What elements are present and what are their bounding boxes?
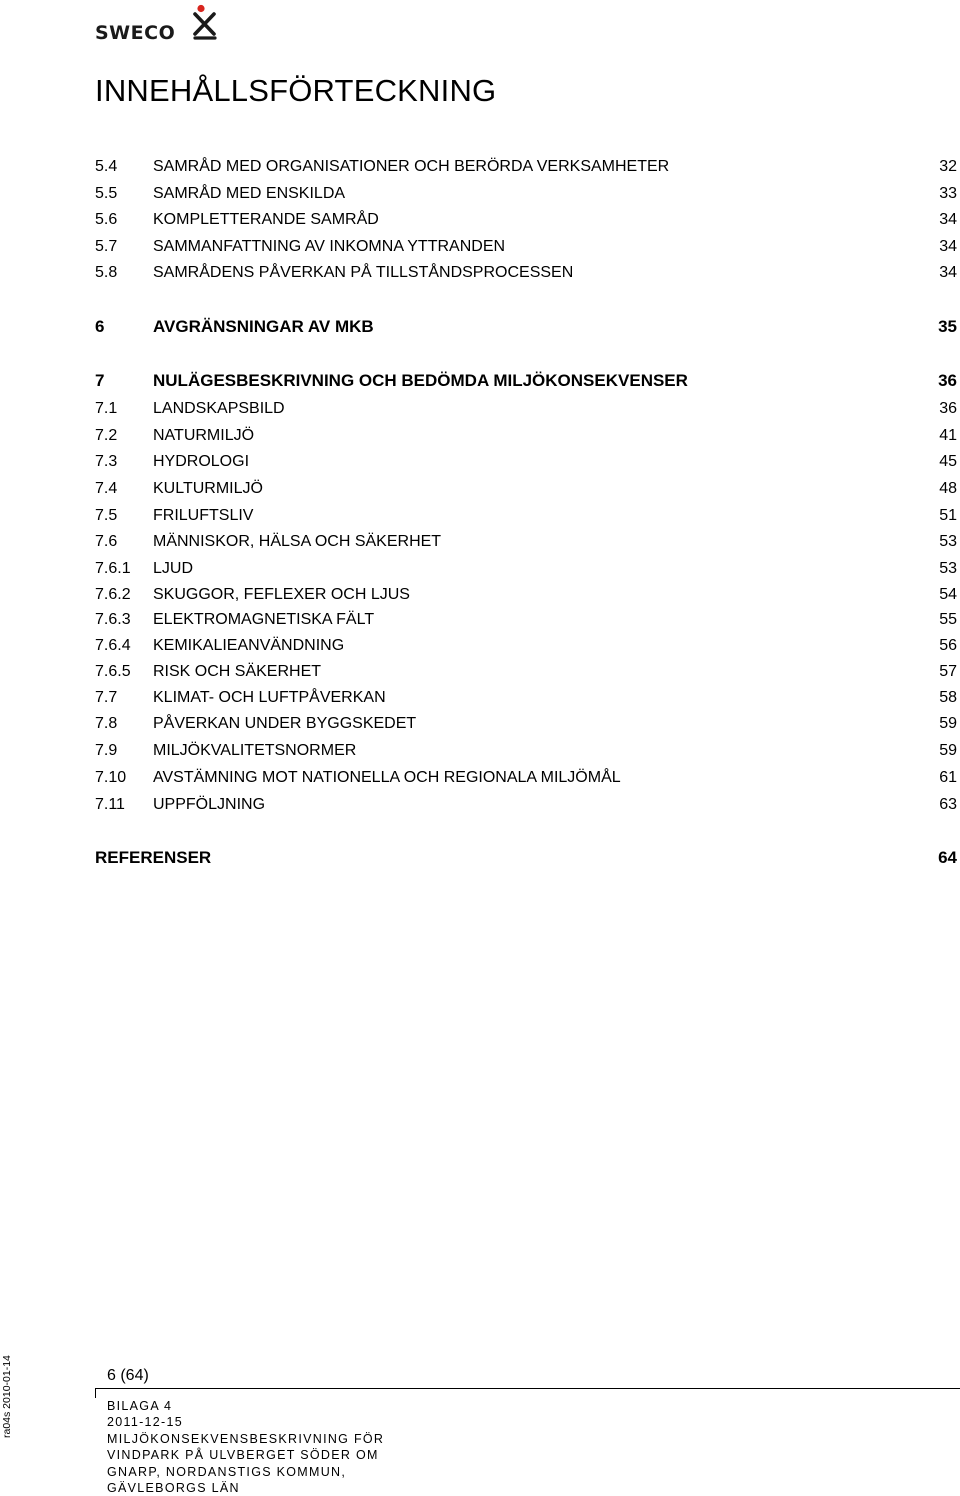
toc-entry[interactable]: [95, 317, 957, 339]
toc-entry[interactable]: [95, 663, 957, 685]
toc-entry-number: 5.7: [95, 238, 118, 255]
toc-entry-label: SKUGGOR, FEFLEXER OCH LJUS: [153, 586, 410, 603]
toc-entry-label: KEMIKALIEANVÄNDNING: [153, 637, 345, 654]
template-code: ra04s 2010-01-14: [1, 1355, 13, 1438]
toc-entry-label: RISK OCH SÄKERHET: [153, 663, 322, 680]
toc-entry[interactable]: [95, 238, 957, 260]
toc-entry-label: MÄNNISKOR, HÄLSA OCH SÄKERHET: [153, 533, 442, 550]
toc-entry[interactable]: [95, 769, 957, 791]
toc-entry-page: 53: [939, 533, 957, 550]
toc-entry[interactable]: [95, 371, 957, 393]
toc-entry-number: 5.4: [95, 158, 118, 175]
toc-entry-page: 53: [939, 560, 957, 577]
toc-entry-page: 34: [939, 264, 957, 281]
page-indicator: 6 (64): [107, 1367, 149, 1384]
toc-entry-page: 35: [938, 317, 957, 336]
footer-line: GÄVLEBORGS LÄN: [107, 1481, 240, 1496]
toc-entry-number: 7.4: [95, 480, 118, 497]
toc-entry-label: SAMRÅD MED ORGANISATIONER OCH BERÖRDA VERKSAMHETER: [153, 158, 670, 175]
toc-entry-label: LJUD: [153, 560, 194, 577]
toc-entry-number: 7: [95, 371, 105, 390]
toc-entry[interactable]: [95, 796, 957, 818]
toc-entry[interactable]: [95, 158, 957, 180]
toc-entry-label: LANDSKAPSBILD: [153, 400, 285, 417]
footer-document-info: [107, 1398, 384, 1496]
toc-entry-number: 7.6: [95, 533, 118, 550]
toc-entry[interactable]: [95, 715, 957, 737]
toc-entry-number: 7.3: [95, 453, 118, 470]
toc-entry-number: 7.8: [95, 715, 118, 732]
toc-entry-label: ELEKTROMAGNETISKA FÄLT: [153, 611, 375, 628]
toc-entry[interactable]: [95, 742, 957, 764]
toc-entry-page: 59: [939, 742, 957, 759]
toc-entry-label: AVGRÄNSNINGAR AV MKB: [153, 317, 374, 336]
toc-entry-number: 7.6.5: [95, 663, 131, 680]
toc-entry-page: 59: [939, 715, 957, 732]
toc-entry-page: 61: [939, 769, 957, 786]
toc-entry-page: 55: [939, 611, 957, 628]
toc-entry-label: SAMRÅDENS PÅVERKAN PÅ TILLSTÅNDSPROCESSEN: [153, 264, 574, 281]
toc-entry-page: 32: [939, 158, 957, 175]
toc-entry-number: 7.6.2: [95, 586, 131, 603]
toc-entry-label: KLIMAT- OCH LUFTPÅVERKAN: [153, 689, 386, 706]
page-title: INNEHÅLLSFÖRTECKNING: [95, 73, 497, 108]
footer-line: VINDPARK PÅ ULVBERGET SÖDER OM: [107, 1448, 379, 1463]
toc-entry-label: FRILUFTSLIV: [153, 507, 254, 524]
toc-entry-label: NULÄGESBESKRIVNING OCH BEDÖMDA MILJÖKONSEKVENSER: [153, 371, 688, 390]
toc-entry-number: 7.6.4: [95, 637, 131, 654]
toc-entry-page: 57: [939, 663, 957, 680]
toc-entry-label: MILJÖKVALITETSNORMER: [153, 742, 357, 759]
toc-entry-number: 7.6.1: [95, 560, 131, 577]
toc-entry[interactable]: [95, 560, 957, 582]
table-of-contents: [95, 0, 957, 900]
toc-entry-label: REFERENSER: [95, 848, 212, 867]
toc-entry-page: 54: [939, 586, 957, 603]
toc-entry[interactable]: [95, 453, 957, 475]
toc-entry-page: 64: [938, 848, 957, 867]
toc-entry[interactable]: [95, 400, 957, 422]
toc-entry-page: 45: [939, 453, 957, 470]
toc-entry-number: 7.11: [95, 796, 125, 813]
toc-entry-page: 33: [939, 185, 957, 202]
toc-entry[interactable]: [95, 586, 957, 608]
toc-entry[interactable]: [95, 264, 957, 286]
footer-line: GNARP, NORDANSTIGS KOMMUN,: [107, 1464, 347, 1479]
toc-entry-label: AVSTÄMNING MOT NATIONELLA OCH REGIONALA MILJÖMÅL: [153, 769, 621, 786]
toc-entry-label: SAMRÅD MED ENSKILDA: [153, 185, 346, 202]
toc-entry[interactable]: [95, 211, 957, 233]
footer-line: MILJÖKONSEKVENSBESKRIVNING FÖR: [107, 1431, 385, 1446]
toc-entry[interactable]: [95, 533, 957, 555]
toc-entry-page: 34: [939, 211, 957, 228]
toc-entry-number: 7.6.3: [95, 611, 131, 628]
toc-entry-number: 7.1: [95, 400, 118, 417]
toc-entry-label: SAMMANFATTNING AV INKOMNA YTTRANDEN: [153, 238, 506, 255]
toc-entry-label: PÅVERKAN UNDER BYGGSKEDET: [153, 715, 417, 732]
toc-entry-label: NATURMILJÖ: [153, 427, 255, 444]
toc-entry-page: 63: [939, 796, 957, 813]
toc-entry[interactable]: [95, 848, 957, 870]
toc-entry-label: KULTURMILJÖ: [153, 480, 263, 497]
toc-entry-page: 58: [939, 689, 957, 706]
toc-entry[interactable]: [95, 637, 957, 659]
toc-entry-page: 51: [939, 507, 957, 524]
toc-entry-number: 7.7: [95, 689, 118, 706]
logo-wordmark: SWECO: [95, 22, 176, 44]
footer-rule: [95, 1388, 960, 1389]
toc-entry[interactable]: [95, 185, 957, 207]
toc-entry-page: 41: [939, 427, 957, 444]
toc-entry-number: 7.5: [95, 507, 118, 524]
toc-entry-page: 36: [938, 371, 957, 390]
toc-entry-number: 5.8: [95, 264, 118, 281]
toc-entry[interactable]: [95, 507, 957, 529]
toc-entry-number: 5.5: [95, 185, 118, 202]
toc-entry-number: 5.6: [95, 211, 118, 228]
toc-entry-page: 34: [939, 238, 957, 255]
footer-line: 2011-12-15: [107, 1415, 184, 1430]
toc-entry-label: HYDROLOGI: [153, 453, 250, 470]
toc-entry[interactable]: [95, 611, 957, 633]
toc-entry[interactable]: [95, 480, 957, 502]
footer-rule-tick: [95, 1388, 96, 1398]
toc-entry-page: 48: [939, 480, 957, 497]
toc-entry-number: 7.10: [95, 769, 127, 786]
toc-entry-page: 56: [939, 637, 957, 654]
toc-entry-number: 7.9: [95, 742, 118, 759]
toc-entry[interactable]: [95, 427, 957, 449]
toc-entry-number: 6: [95, 317, 105, 336]
toc-entry-label: KOMPLETTERANDE SAMRÅD: [153, 211, 379, 228]
toc-entry-page: 36: [939, 400, 957, 417]
toc-entry-number: 7.2: [95, 427, 118, 444]
toc-entry-label: UPPFÖLJNING: [153, 796, 266, 813]
footer-line: BILAGA 4: [107, 1399, 173, 1413]
toc-entry[interactable]: [95, 689, 957, 711]
